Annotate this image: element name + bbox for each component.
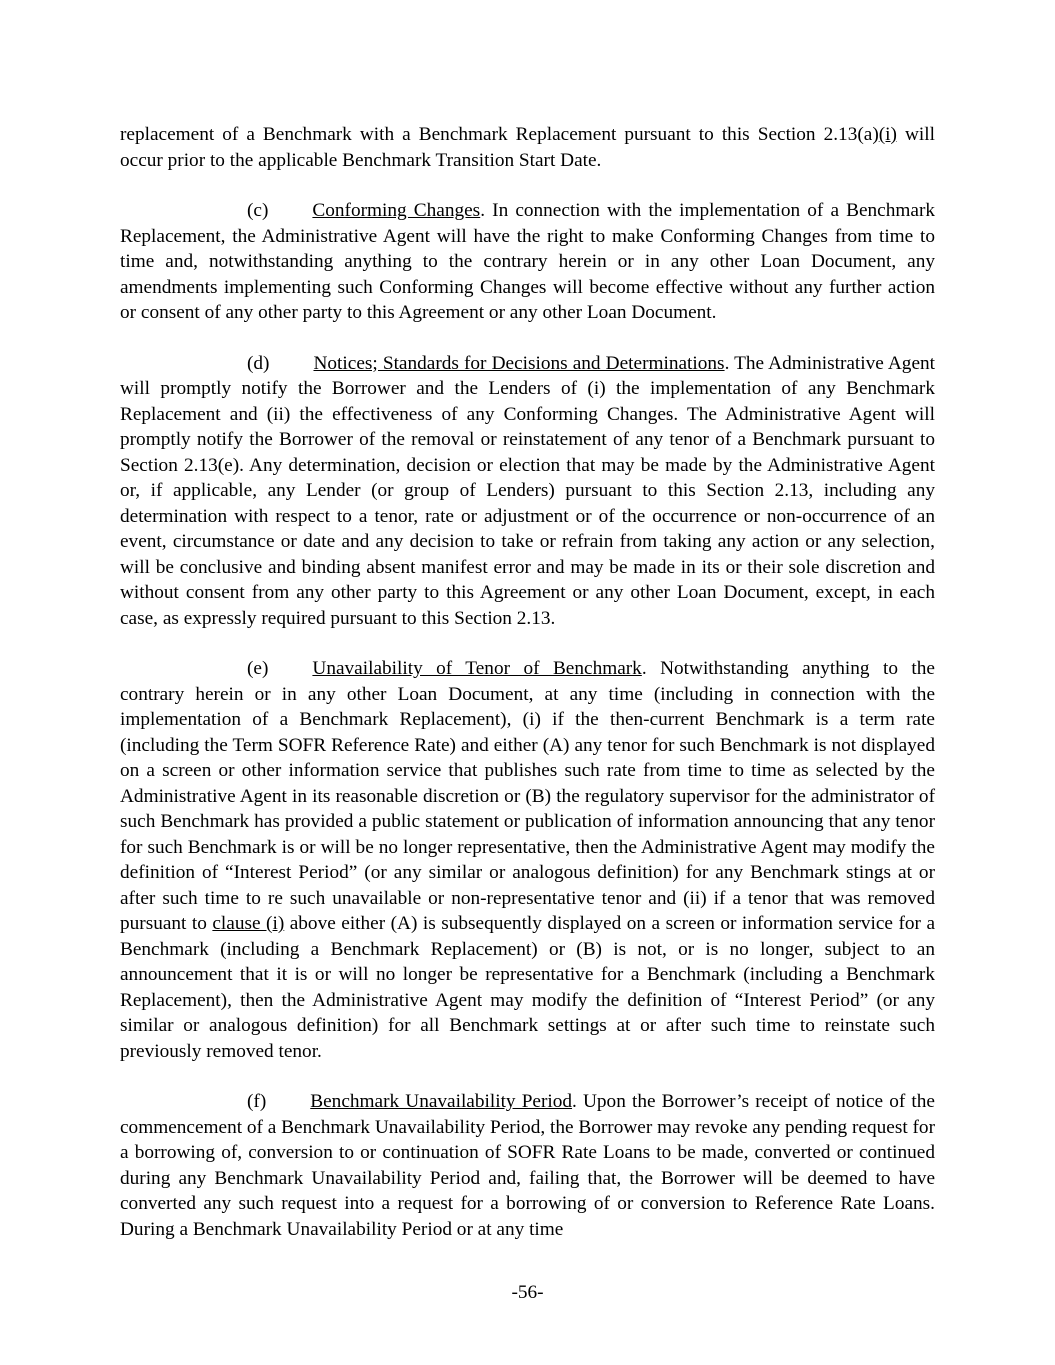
paragraph-e: [120, 656, 935, 1064]
paragraph-label-e: (e): [247, 658, 269, 679]
paragraph-text-tail: will occur prior to the applicable Benchmark Transition Start Date.: [120, 124, 935, 171]
paragraph-text-e-tail: above either (A) is subsequently displayed on a screen or information service for a Benchmark (including a Benchmark Replacement) or (B) is not, or is no longer, subject to an announcement that it is or will no longer be representative for a Benchmark (including a Benchmark Replacement), then the Administrative Agent may modify the definition of “Interest Period” (or any similar or analogous definition) for all Benchmark settings at or after such time to reinstate such previously removed tenor.: [120, 913, 936, 1062]
paragraph-text: replacement of a Benchmark with a Benchmark Replacement pursuant to this Section 2.13(a): [120, 124, 879, 145]
paragraph-f: [120, 1089, 935, 1242]
paragraph-heading-f: Benchmark Unavailability Period: [310, 1091, 573, 1112]
page-number-footer: -56-: [511, 1282, 544, 1303]
paragraph-label-f: (f): [247, 1091, 267, 1112]
paragraph-label-c: (c): [247, 200, 269, 221]
paragraph-c: [120, 198, 935, 326]
paragraph-label-d: (d): [247, 352, 270, 374]
paragraph-heading-d: Notices; Standards for Decisions and Determinations: [313, 352, 725, 374]
paragraph-continuation: [120, 122, 935, 173]
document-body: [120, 122, 935, 1242]
paragraph-text-e: . Notwithstanding anything to the contrary herein or in any other Loan Document, at any time (including in connection with the implementation of a Benchmark Replacement), (i) if the then-current Benchmark is a term rate (including the Term SOFR Reference Rate) and either (A) any tenor for such Benchmark is not displayed on a screen or other information service that publishes such rate from time to time as selected by the Administrative Agent in its reasonable discretion or (B) the regulatory supervisor for the administrator of such Benchmark has provided a public statement or publication of information announcing that any tenor for such Benchmark is or will be no longer representative, then the Administrative Agent may modify the definition of “Interest Period” (or any similar or analogous definition) for any Benchmark stings at or after such time to re such unavailable or non-representative tenor and (ii) if a tenor that was removed pursuant to: [120, 658, 935, 934]
paragraph-heading-e: Unavailability of Tenor of Benchmark: [312, 658, 642, 679]
paragraph-text-f: . Upon the Borrower’s receipt of notice of the commencement of a Benchmark Unavailability Period, the Borrower may revoke any pending request for a borrowing of, conversion to or continuation of SOFR Rate Loans to be made, converted or continued during any Benchmark Unavailability Period and, failing that, the Borrower will be deemed to have converted any such request into a request for a borrowing of or conversion to Reference Rate Loans. During a Benchmark Unavailability Period or at any time: [120, 1091, 935, 1240]
paragraph-heading-c: Conforming Changes: [312, 200, 481, 221]
paragraph-text-c: . In connection with the implementation of a Benchmark Replacement, the Administrative Agent will have the right to make Conforming Changes from time to time and, notwithstanding anything to the contrary herein or in any other Loan Document, any amendments implementing such Conforming Changes will become effective without any further action or consent of any other party to this Agreement or any other Loan Document.: [120, 200, 935, 323]
inline-underline: (i): [878, 124, 897, 145]
paragraph-d: [120, 351, 935, 632]
inline-underline-clause: clause (i): [212, 913, 285, 934]
paragraph-text-d: . The Administrative Agent will promptly notify the Borrower and the Lenders of (i) the implementation of any Benchmark Replacement and (ii) the effectiveness of any Conforming Changes. The Administrative Agent will promptly notify the Borrower of the removal or reinstatement of any tenor of a Benchmark pursuant to Section 2.13(e). Any determination, decision or election that may be made by the Administrative Agent or, if applicable, any Lender (or group of Lenders) pursuant to this Section 2.13, including any determination with respect to a tenor, rate or adjustment or of the occurrence or non-occurrence of an event, circumstance or date and any decision to take or refrain from taking any action or any selection, will be conclusive and binding absent manifest error and may be made in its or their sole discretion and without consent from any other party to this Agreement or any other Loan Document, except, in each case, as expressly required pursuant to this Section 2.13.: [120, 352, 935, 629]
